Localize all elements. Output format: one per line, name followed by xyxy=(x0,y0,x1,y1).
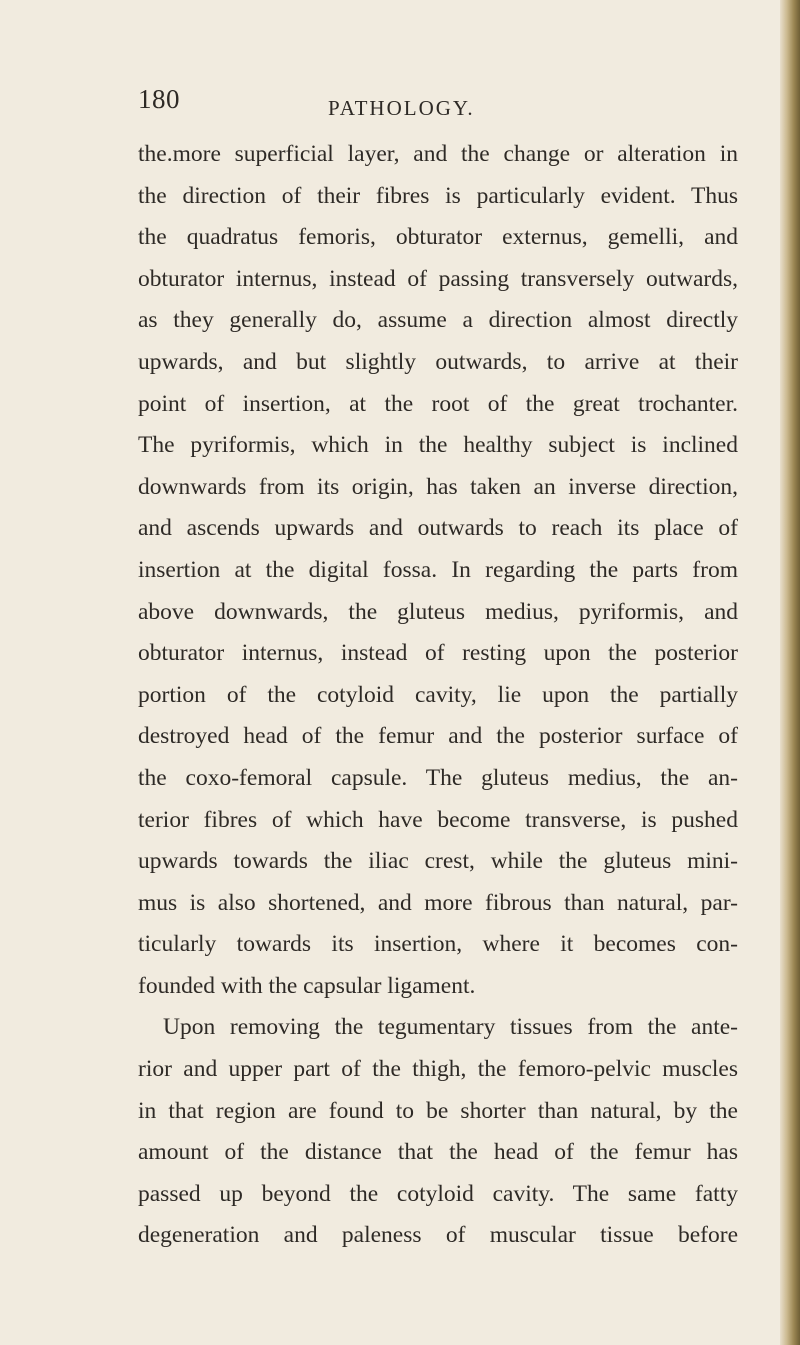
text-line: obturator internus, instead of resting upon the posterior xyxy=(138,640,738,667)
text-line: the coxo-femoral capsule. The gluteus medius, the an- xyxy=(138,764,738,791)
text-line: upwards towards the iliac crest, while the gluteus mini- xyxy=(138,848,738,875)
text-line: above downwards, the gluteus medius, pyriformis, and xyxy=(138,598,738,625)
text-line: passed up beyond the cotyloid cavity. The same fatty xyxy=(138,1180,738,1207)
text-line: Upon removing the tegumentary tissues from the ante- xyxy=(163,1014,738,1041)
text-line: as they generally do, assume a direction almost directly xyxy=(138,307,738,334)
text-line: and ascends upwards and outwards to reach its place of xyxy=(138,515,738,542)
text-line: point of insertion, at the root of the great trochanter. xyxy=(138,390,738,417)
text-line: in that region are found to be shorter than natural, by the xyxy=(138,1097,738,1124)
text-line: founded with the capsular ligament. xyxy=(138,972,476,999)
page-number: 180 xyxy=(138,84,180,114)
text-line: the direction of their fibres is particularly evident. Thus xyxy=(138,182,738,209)
text-line: obturator internus, instead of passing transversely outwards, xyxy=(138,265,738,292)
text-line: mus is also shortened, and more fibrous than natural, par- xyxy=(138,889,738,916)
text-line: destroyed head of the femur and the posterior surface of xyxy=(138,723,738,750)
page-edge xyxy=(780,0,800,1345)
text-line: upwards, and but slightly outwards, to arrive at their xyxy=(138,348,738,375)
text-line: downwards from its origin, has taken an inverse direction, xyxy=(138,473,738,500)
text-line: degeneration and paleness of muscular tissue before xyxy=(138,1222,738,1249)
text-line: the.more superficial layer, and the change or alteration in xyxy=(138,141,738,167)
text-line: ticularly towards its insertion, where it becomes con- xyxy=(138,931,738,958)
running-head: PATHOLOGY. xyxy=(328,96,475,120)
text-line: rior and upper part of the thigh, the femoro-pelvic muscles xyxy=(138,1056,738,1083)
body-text xyxy=(138,134,738,1257)
text-line: insertion at the digital fossa. In regarding the parts from xyxy=(138,556,738,583)
text-line: The pyriformis, which in the healthy subject is inclined xyxy=(138,432,738,459)
text-line: portion of the cotyloid cavity, lie upon the partially xyxy=(138,681,738,708)
text-line: amount of the distance that the head of the femur has xyxy=(138,1139,738,1166)
text-line: the quadratus femoris, obturator externus, gemelli, and xyxy=(138,224,738,251)
text-line: terior fibres of which have become transverse, is pushed xyxy=(138,806,738,833)
